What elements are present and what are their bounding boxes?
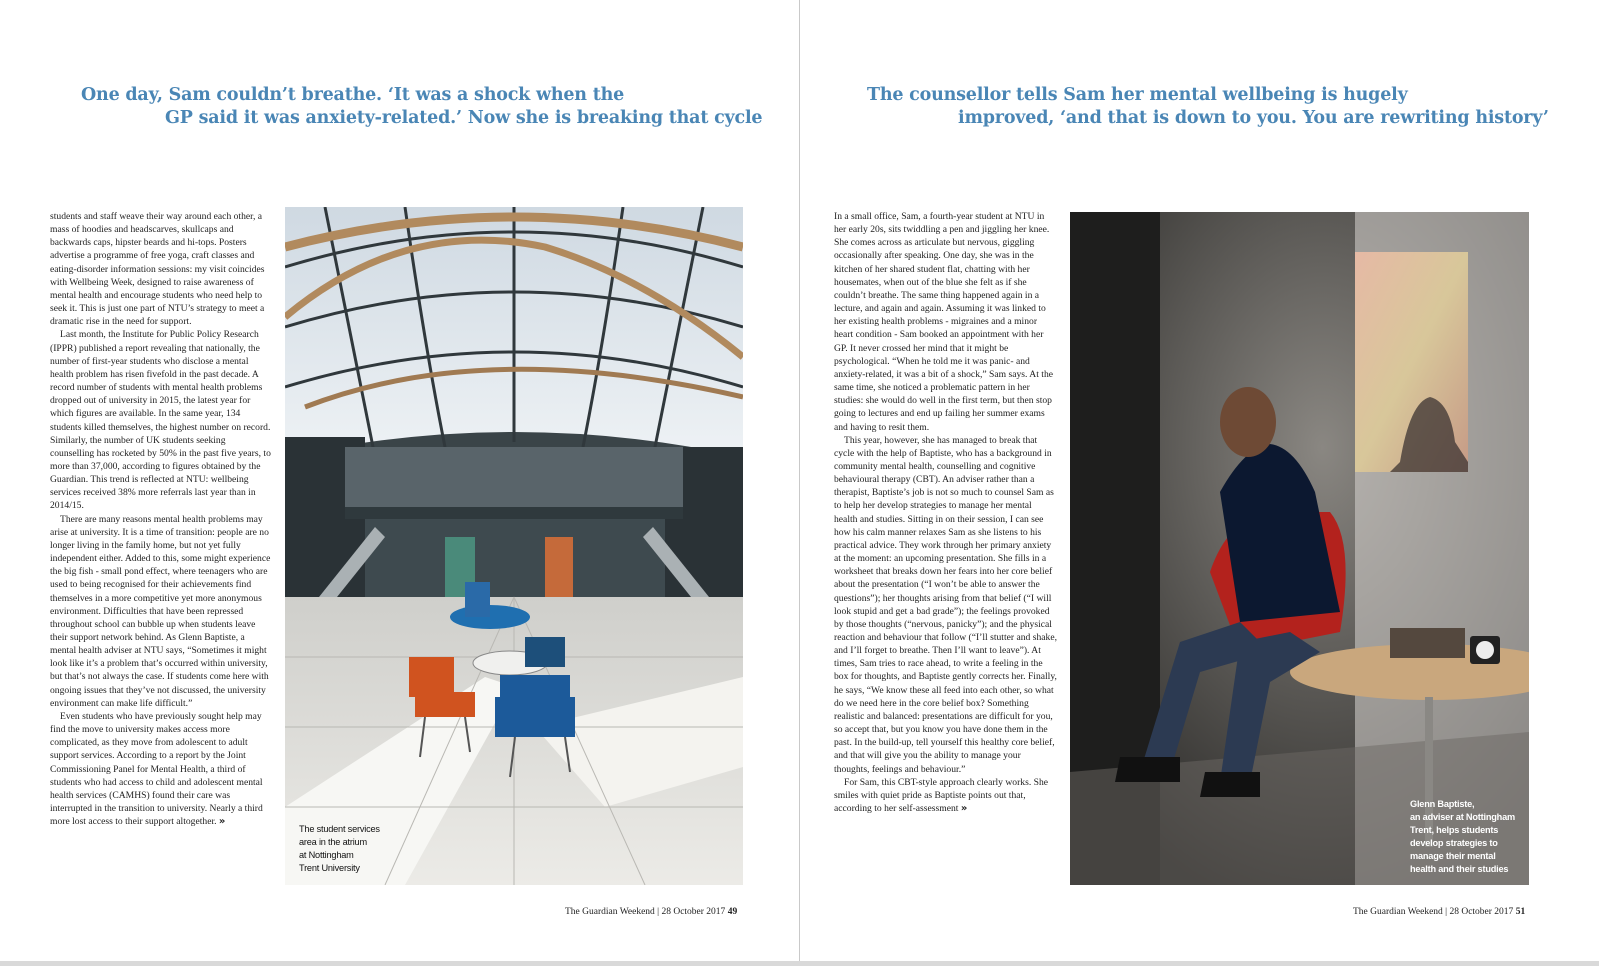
atrium-photo	[285, 207, 743, 885]
right-pull-quote	[867, 84, 1549, 130]
right-pull-quote-line-1: The counsellor tells Sam her mental wellbeing is hugely	[867, 85, 1408, 105]
right-page-number: 51	[1515, 907, 1526, 917]
left-body-column	[50, 210, 271, 893]
baptiste-caption-line-3: Trent, helps students	[1410, 825, 1499, 835]
baptiste-caption-line-1: Glenn Baptiste,	[1410, 799, 1475, 809]
baptiste-caption	[1410, 798, 1515, 876]
baptiste-caption-line-6: health and their studies	[1410, 864, 1509, 874]
spread-bottom-edge	[0, 961, 1599, 966]
atrium-caption-line-1: The student services	[299, 824, 380, 834]
right-pull-quote-line-2: improved, ‘and that is down to you. You are rewriting history’	[958, 108, 1549, 128]
atrium-caption-line-2: area in the atrium	[299, 837, 367, 847]
atrium-illustration	[285, 207, 743, 885]
left-paragraph-2: Last month, the Institute for Public Policy Research (IPPR) published a report revealing that nationally, the number of first-year students who disclose a mental health problem has risen fivefold in the past decade. A record number of students with mental health problems dropped out of university in 2015, the latest year for which figures are available. In the same year, 134 students killed themselves, the highest number on record. Similarly, the number of UK students seeking counselling has rocketed by 50% in the past five years, to more than 37,000, according to figures obtained by the Guardian. This trend is reflected at NTU: wellbeing services received 38% more referrals last year than in 2014/15.	[50, 329, 271, 512]
baptiste-caption-line-2: an adviser at Nottingham	[1410, 812, 1515, 822]
left-paragraph-3: There are many reasons mental health problems may arise at university. It is a time of transition: people are no longer living in the family home, but not yet fully independent either. Added to this, some might experience the big fish - small pond effect, where teenagers who are used to being recognised for their achievements find themselves in a more competitive yet more anonymous environment. Difficulties that have been repressed throughout school can bubble up when students leave their support network behind. As Glenn Baptiste, a mental health adviser at NTU says, “Sometimes it might look like it’s a problem that’s occurred within university, but that’s not always the case. If students come here with ongoing issues that they’ve not discussed, the university environment can make life difficult.”	[50, 513, 271, 709]
left-pull-quote	[81, 84, 762, 130]
right-folio	[1353, 907, 1525, 917]
baptiste-illustration	[1070, 212, 1529, 885]
right-paragraph-1: In a small office, Sam, a fourth-year student at NTU in her early 20s, sits twiddling a pen and jiggling her knee. She comes across as articulate but nervous, giggling occasionally after speaking. One day, she was in the kitchen of her shared student flat, chatting with her housemates, when out of the blue she felt as if she couldn’t breathe. The same thing happened again in a lecture, and again and again. Assuming it was linked to her existing health problems - migraines and a minor heart condition - Sam booked an appointment with her GP. It never crossed her mind that it might be psychological. “When he told me it was panic- and anxiety-related, it was a bit of a shock,” Sam says. At the same time, she noticed a problematic pattern in her studies: she would do well in the first term, but then stop going to lectures and end up failing her summer exams and having to resit them.	[834, 211, 1053, 433]
left-folio-publication: The Guardian Weekend | 28 October 2017	[565, 907, 726, 917]
atrium-caption	[299, 823, 380, 875]
left-pull-quote-line-1: One day, Sam couldn’t breathe. ‘It was a shock when the	[81, 85, 625, 105]
left-pull-quote-line-2: GP said it was anxiety-related.’ Now she is breaking that cycle	[165, 108, 763, 128]
right-folio-publication: The Guardian Weekend | 28 October 2017	[1353, 907, 1514, 917]
baptiste-caption-line-4: develop strategies to	[1410, 838, 1498, 848]
right-paragraph-2: This year, however, she has managed to break that cycle with the help of Baptiste, who has a background in community mental health, counselling and cognitive behavioural therapy (CBT). An adviser rather than a therapist, Baptiste’s job is not so much to counsel Sam as to help her develop strategies to manage her mental health and studies. Sitting in on their session, I can see how his calm manner relaxes Sam as she listens to his practical advice. They work through her primary anxiety at the moment: an upcoming presentation. She fills in a worksheet that breaks down her fears into her core belief about the presentation (“I won’t be able to answer the questions”); her thoughts arising from that belief (“I will look stupid and get a bad grade”); the feelings provoked by those thoughts (“nervous, panicky”); and the physical reaction and behaviour that follow (“I’ll stutter and shake, and I’ll forget to breathe. Then I’ll want to leave”). At times, Sam tries to race ahead, to write a feeling in the box for thoughts, and Baptiste gently corrects her. Finally, he says, “We know these all feed into each other, so what do we need here in the core belief box? Something realistic and balanced: presentations are difficult for you, so accept that, but you know you have done them in the past. In the build-up, tell yourself this healthy core belief, and that will give you the ability to manage your thoughts, feelings and behaviour.”	[834, 434, 1057, 775]
left-paragraph-4: Even students who have previously sought help may find the move to university makes access more complicated, as they move from adolescent to adult support services. According to a report by the Joint Commissioning Panel for Mental Health, a third of students who had access to child and adolescent mental health services (CAMHS) found their care was interrupted in the transition to university. Nearly a third more lost access to their support altogether.	[50, 710, 263, 828]
atrium-caption-line-4: Trent University	[299, 863, 360, 873]
left-page	[0, 0, 799, 966]
baptiste-photo	[1070, 212, 1529, 885]
left-page-number: 49	[727, 907, 738, 917]
right-body-column	[834, 210, 1057, 893]
left-folio	[565, 907, 737, 917]
right-continued-mark: »	[960, 803, 968, 815]
right-page	[800, 0, 1599, 966]
baptiste-caption-line-5: manage their mental	[1410, 851, 1496, 861]
left-paragraph-1: students and staff weave their way around each other, a mass of hoodies and headscarves, skullcaps and backwards caps, hipster beards and hi-tops. Posters advertise a programme of free yoga, craft classes and eating-disorder information sessions: my visit coincides with Wellbeing Week, designed to raise awareness of mental health and encourage students who need help to seek it. This is just one part of NTU’s strategy to meet a dramatic rise in the need for support.	[50, 211, 265, 328]
right-paragraph-3: For Sam, this CBT-style approach clearly works. She smiles with quiet pride as Baptiste points out that, according to her self-assessment	[834, 776, 1049, 815]
atrium-caption-line-3: at Nottingham	[299, 850, 354, 860]
left-continued-mark: »	[218, 816, 226, 828]
